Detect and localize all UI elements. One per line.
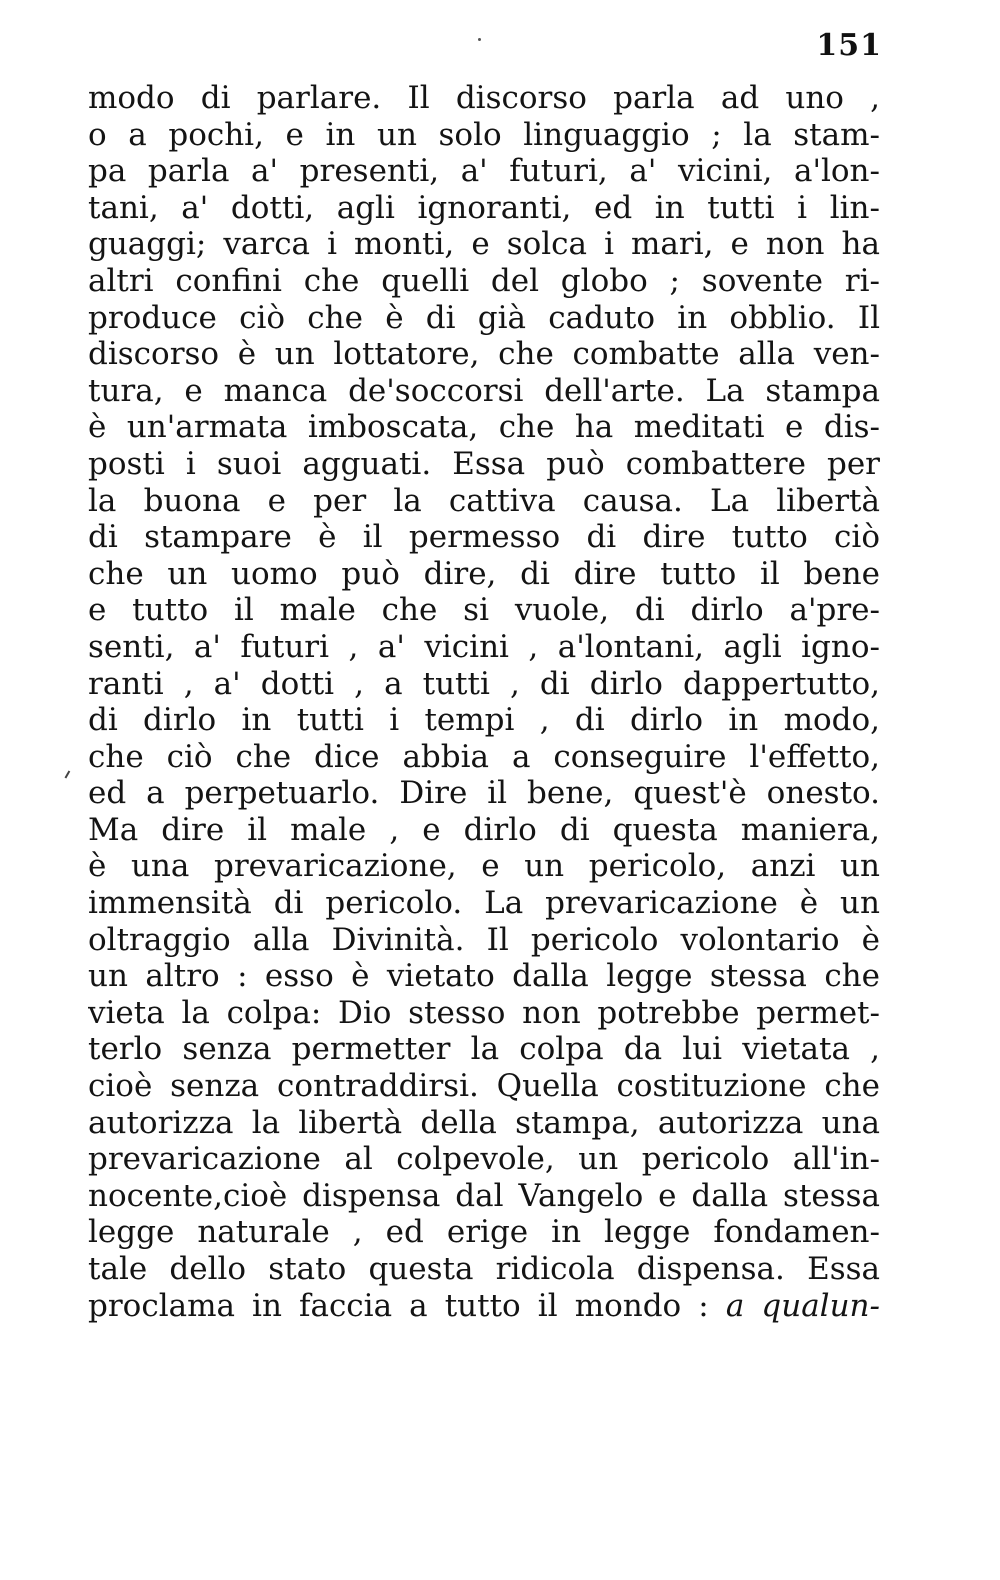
text-line-last bbox=[88, 1288, 880, 1325]
text-line: o a pochi, e in un solo linguaggio ; la stam- bbox=[88, 116, 880, 153]
text-line: autorizza la libertà della stampa, autorizza una bbox=[88, 1104, 880, 1141]
text-line: Ma dire il male , e dirlo di questa maniera, bbox=[88, 811, 880, 848]
text-roman: proclama in faccia a tutto il mondo : bbox=[88, 1287, 726, 1324]
margin-mark bbox=[65, 771, 76, 782]
text-line: nocente,cioè dispensa dal Vangelo e dalla stessa bbox=[88, 1177, 880, 1214]
text-line: tani, a' dotti, agli ignoranti, ed in tutti i lin- bbox=[88, 189, 880, 226]
text-line: discorso è un lottatore, che combatte alla ven- bbox=[88, 336, 880, 373]
body-text bbox=[88, 80, 880, 1324]
text-italic: a qualun- bbox=[725, 1287, 880, 1324]
text-line: cioè senza contraddirsi. Quella costituzione che bbox=[88, 1068, 880, 1105]
text-line: immensità di pericolo. La prevaricazione è un bbox=[88, 885, 880, 922]
page-number: 151 bbox=[816, 28, 882, 63]
text-line: è un'armata imboscata, che ha meditati e dis- bbox=[88, 409, 880, 446]
text-line: tura, e manca de'soccorsi dell'arte. La stampa bbox=[88, 372, 880, 409]
text-line: legge naturale , ed erige in legge fondamen- bbox=[88, 1214, 880, 1251]
text-line: che un uomo può dire, di dire tutto il bene bbox=[88, 555, 880, 592]
text-line: posti i suoi agguati. Essa può combattere per bbox=[88, 445, 880, 482]
text-line: e tutto il male che si vuole, di dirlo a'pre- bbox=[88, 592, 880, 629]
text-line: ranti , a' dotti , a tutti , di dirlo dappertutto, bbox=[88, 665, 880, 702]
text-line: un altro : esso è vietato dalla legge stessa che bbox=[88, 958, 880, 995]
text-line: guaggi; varca i monti, e solca i mari, e non ha bbox=[88, 226, 880, 263]
text-line: altri confini che quelli del globo ; sovente ri- bbox=[88, 262, 880, 299]
text-line: tale dello stato questa ridicola dispensa. Essa bbox=[88, 1251, 880, 1287]
text-line: di stampare è il permesso di dire tutto ciò bbox=[88, 519, 880, 556]
text-line: produce ciò che è di già caduto in obblio. Il bbox=[88, 299, 880, 336]
text-line: che ciò che dice abbia a conseguire l'effetto, bbox=[88, 738, 880, 775]
text-line: prevaricazione al colpevole, un pericolo all'in- bbox=[88, 1141, 880, 1178]
text-line: modo di parlare. Il discorso parla ad uno , bbox=[88, 80, 880, 116]
text-line: di dirlo in tutti i tempi , di dirlo in modo, bbox=[88, 702, 880, 739]
text-line: vieta la colpa: Dio stesso non potrebbe permet- bbox=[88, 994, 880, 1031]
print-speck bbox=[478, 38, 481, 41]
text-line: pa parla a' presenti, a' futuri, a' vicini, a'lon- bbox=[88, 153, 880, 190]
text-line: oltraggio alla Divinità. Il pericolo volontario è bbox=[88, 921, 880, 958]
text-line: terlo senza permetter la colpa da lui vietata , bbox=[88, 1031, 880, 1068]
text-line: la buona e per la cattiva causa. La libertà bbox=[88, 482, 880, 519]
text-line: ed a perpetuarlo. Dire il bene, quest'è onesto. bbox=[88, 775, 880, 812]
text-line: senti, a' futuri , a' vicini , a'lontani, agli igno- bbox=[88, 628, 880, 665]
text-line: è una prevaricazione, e un pericolo, anzi un bbox=[88, 848, 880, 885]
